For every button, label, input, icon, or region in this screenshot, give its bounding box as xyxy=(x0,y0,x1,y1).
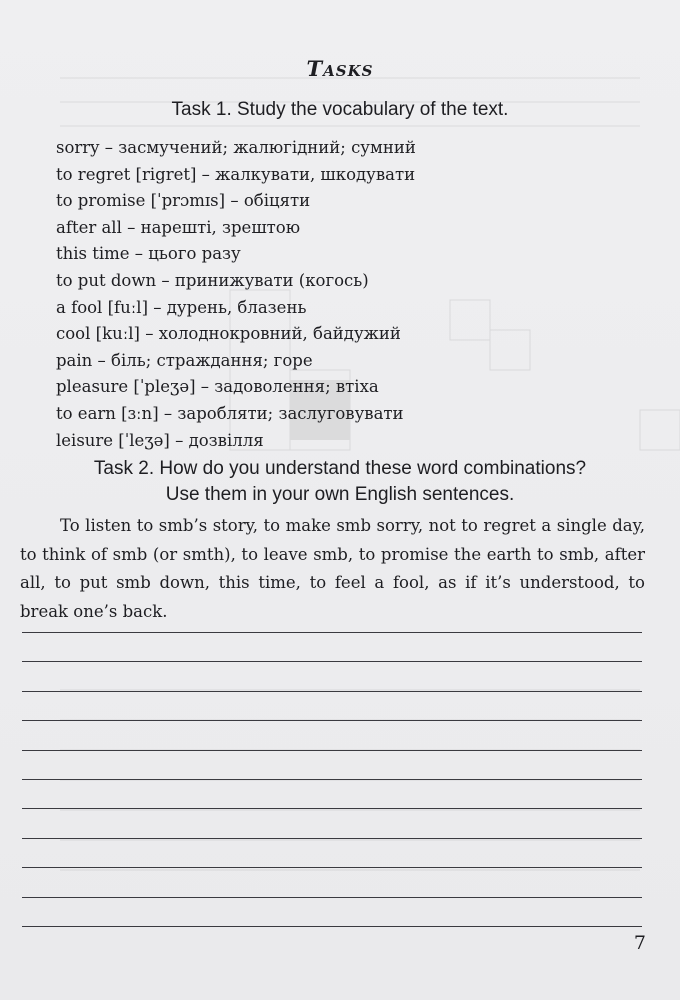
vocab-item: cool [kuːl] – холоднокровний, байдужий xyxy=(56,324,401,344)
answer-line[interactable] xyxy=(22,632,642,633)
vocab-item: to earn [ɜːn] – заробляти; заслуговувати xyxy=(56,403,404,423)
vocab-item: pleasure [ˈpleʒə] – задоволення; втіха xyxy=(56,377,379,397)
task2-word-combinations: To listen to smb’s story, to make smb sorry, not to regret a single day, to think of smb (or smth), to leave smb, to promise the earth to smb, after all, to put smb down, this time, to feel a fool, as if it’s understood, to break one’s back. xyxy=(20,516,645,621)
vocab-item: to regret [rigret] – жалкувати, шкодувати xyxy=(56,164,416,184)
answer-line[interactable] xyxy=(22,720,642,721)
answer-line[interactable] xyxy=(22,897,642,898)
task2-heading-line2: Use them in your own English sentences. xyxy=(165,484,515,505)
task1-heading: Task 1. Study the vocabulary of the text. xyxy=(171,99,509,120)
answer-line[interactable] xyxy=(22,808,642,809)
vocab-item: this time – цього разу xyxy=(56,244,241,264)
vocab-item: after all – нарешті, зрештою xyxy=(56,217,301,237)
answer-line[interactable] xyxy=(22,926,642,927)
page-number: 7 xyxy=(633,932,646,954)
answer-line[interactable] xyxy=(22,661,642,662)
answer-line[interactable] xyxy=(22,691,642,692)
vocabulary-list xyxy=(56,135,616,454)
task2-heading-line1: Task 2. How do you understand these word combinations? xyxy=(93,458,587,479)
vocab-item: leisure [ˈleʒə] – дозвілля xyxy=(56,430,264,450)
vocab-item: pain – біль; страждання; горе xyxy=(56,350,313,370)
vocab-item: to put down – принижувати (когось) xyxy=(56,270,369,290)
answer-line[interactable] xyxy=(22,779,642,780)
answer-line[interactable] xyxy=(22,838,642,839)
page-title: Tasks xyxy=(306,56,374,81)
answer-line[interactable] xyxy=(22,867,642,868)
answer-lines xyxy=(22,632,642,955)
answer-line[interactable] xyxy=(22,750,642,751)
vocab-item: a fool [fuːl] – дурень, блазень xyxy=(56,297,307,317)
vocab-item: sorry – засмучений; жалюгідний; сумний xyxy=(56,138,416,157)
vocab-item: to promise [ˈprɔmɪs] – обіцяти xyxy=(56,191,311,211)
